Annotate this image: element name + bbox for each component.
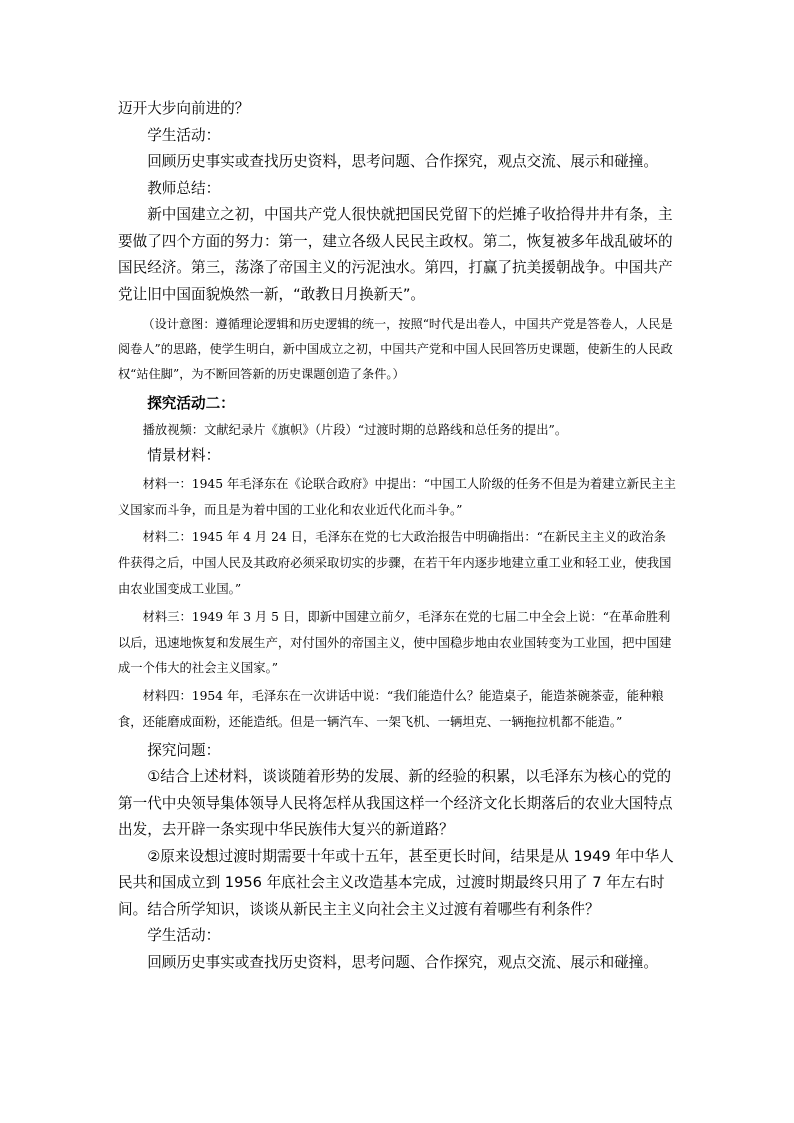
label-student-activity: 学生活动： bbox=[147, 126, 221, 144]
paragraph-material-two: 材料二：1945 年 4 月 24 日，毛泽东在党的七大政治报告中明确指出：“在新民主主义的政治条件获得之后，中国人民及其政府必须采取切实的步骤，在若干年内逐步地建立重工业和轻工业，使我国由农业国变成工业国。” bbox=[118, 530, 672, 596]
paragraph-student-activity-2: 回顾历史事实或查找历史资料，思考问题、合作探究，观点交流、展示和碰撞。 bbox=[147, 953, 658, 971]
paragraph-student-activity: 回顾历史事实或查找历史资料，思考问题、合作探究，观点交流、展示和碰撞。 bbox=[147, 153, 658, 170]
paragraph-teacher-summary: 新中国建立之初，中国共产党人很快就把国民党留下的烂摊子收拾得井井有条，主要做了四个方面的努力：第一，建立各级人民民主政权。第二，恢复被多年战乱破坏的国民经济。第三，荡涤了帝国主义的污泥浊水。第四，打赢了抗美援朝战争。中国共产党让旧中国面貌焕然一新，“敢教日月换新天”。 bbox=[118, 206, 673, 303]
paragraph-question-one: ①结合上述材料，谈谈随着形势的发展、新的经验的积累，以毛泽东为核心的党的第一代中央领导集体领导人民将怎样从我国这样一个经济文化长期落后的农业大国特点出发，去开辟一条实现中华民族伟大复兴的新道路？ bbox=[118, 768, 673, 839]
paragraph-design-intent: （设计意图：遵循理论逻辑和历史逻辑的统一，按照“时代是出卷人，中国共产党是答卷人，人民是阅卷人”的思路，使学生明白，新中国成立之初，中国共产党和中国人民回答历史课题，使新生的人民政权“站住脚”，为不断回答新的历史课题创造了条件。） bbox=[118, 317, 673, 381]
label-inquiry-questions: 探究问题： bbox=[147, 741, 221, 759]
label-student-activity-2: 学生活动： bbox=[147, 927, 221, 945]
label-teacher-summary: 教师总结： bbox=[147, 179, 221, 197]
paragraph-continuation: 迈开大步向前进的？ bbox=[118, 100, 250, 117]
paragraph-material-three: 材料三：1949 年 3 月 5 日，即新中国建立前夕，毛泽东在党的七届二中全会上说：“在革命胜利以后，迅速地恢复和发展生产，对付国外的帝国主义，使中国稳步地由农业国转变为工业国，把中国建成一个伟大的社会主义国家。” bbox=[118, 609, 672, 676]
document-body bbox=[118, 96, 676, 976]
label-scenario-material: 情景材料： bbox=[147, 447, 221, 465]
paragraph-question-two: ②原来设想过渡时期需要十年或十五年，甚至更长时间，结果是从 1949 年中华人民共和国成立到 1956 年底社会主义改造基本完成，过渡时期最终只用了 7 年左右时间。结合所学知识，谈谈从新民主主义向社会主义过渡有着哪些有利条件？ bbox=[118, 847, 674, 918]
paragraph-material-four: 材料四：1954 年，毛泽东在一次讲话中说：“我们能造什么？能造桌子，能造茶碗茶壶，能种粮食，还能磨成面粉，还能造纸。但是一辆汽车、一架飞机、一辆坦克、一辆拖拉机都不能造。” bbox=[118, 689, 664, 729]
heading-inquiry-activity-two: 探究活动二： bbox=[147, 395, 235, 412]
paragraph-video: 播放视频：文献纪录片《旗帜》（片段）“过渡时期的总路线和总任务的提出”。 bbox=[142, 422, 568, 437]
paragraph-material-one: 材料一：1945 年毛泽东在《论联合政府》中提出：“中国工人阶级的任务不但是为着建立新民主主义国家而斗争，而且是为着中国的工业化和农业近代化而斗争。” bbox=[118, 476, 676, 517]
